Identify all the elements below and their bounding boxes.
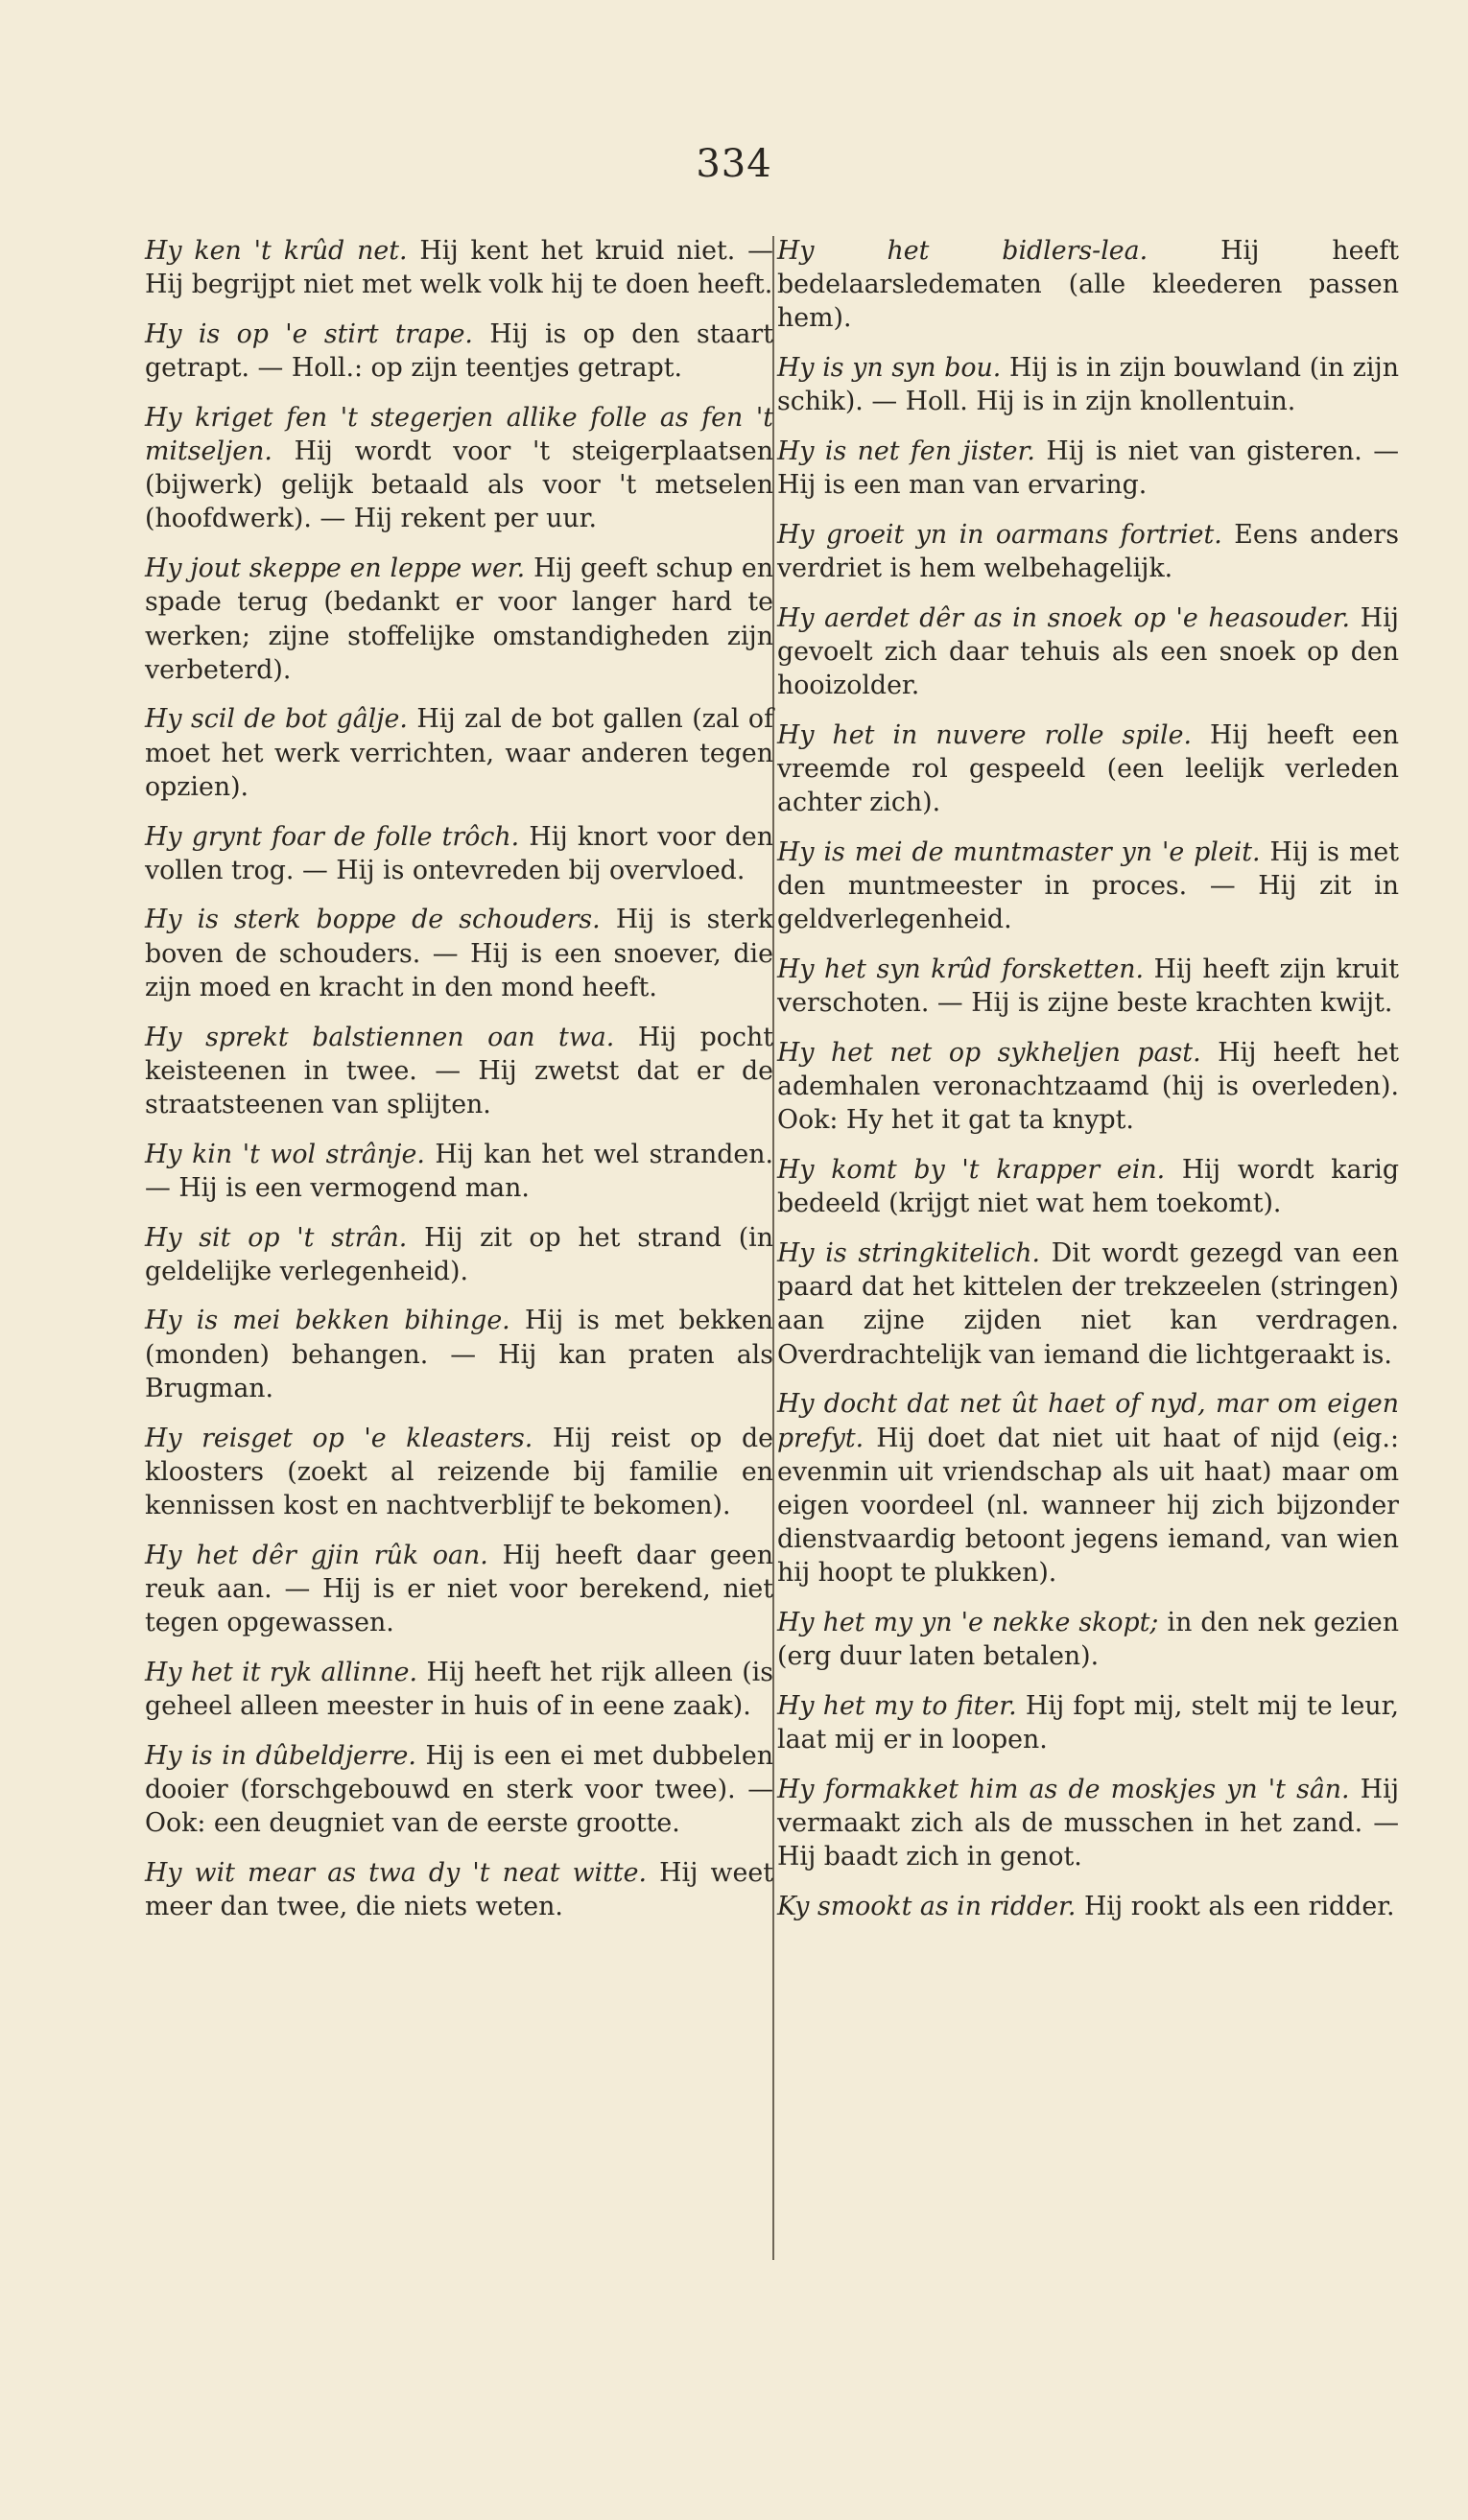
proverb-entry (777, 234, 1399, 336)
frisian-phrase: Hy het net op sykheljen past. (777, 1038, 1201, 1069)
proverb-entry (145, 1221, 773, 1288)
proverb-entry (777, 953, 1399, 1020)
proverb-entry (777, 718, 1399, 820)
dutch-explanation: Hij is in zijn bouwland (in zijn schik). — Holl. Hij is in zijn knollentuin. (777, 353, 1399, 417)
frisian-phrase: Hy aerdet dêr as in snoek op 'e heasouder. (777, 602, 1351, 633)
proverb-entry (145, 318, 773, 385)
proverb-entry (777, 1236, 1399, 1372)
frisian-phrase: Hy komt by 't krapper ein. (777, 1155, 1166, 1186)
proverb-entry (777, 518, 1399, 585)
left-column (145, 234, 773, 1940)
dutch-explanation: Hij pocht keisteenen in twee. — Hij zwetst dat er de straatsteenen van splijten. (145, 1022, 773, 1119)
dutch-explanation: Hij knort voor den vollen trog. — Hij is ontevreden bij overvloed. (145, 821, 773, 885)
frisian-phrase: Hy is op 'e stirt trape. (145, 318, 473, 349)
dutch-explanation: Hij gevoelt zich daar tehuis als een snoek op den hooizolder. (777, 602, 1399, 701)
dutch-explanation: Hij is op den staart getrapt. — Holl.: op zijn teentjes getrapt. (145, 318, 773, 384)
frisian-phrase: Hy sit op 't strân. (145, 1222, 408, 1253)
dutch-explanation: Hij geeft schup en spade terug (bedankt er voor langer hard te werken; zijne stoffelijke omstandigheden zijn verbeterd). (145, 553, 773, 685)
dutch-explanation: Hij wordt voor 't steigerplaatsen (bijwerk) gelijk betaald als voor 't metselen (hoofdwerk). — Hij rekent per uur. (145, 436, 773, 534)
frisian-phrase: Hy grynt foar de folle trôch. (145, 821, 520, 852)
dutch-explanation: Hij wordt karig bedeeld (krijgt niet wat hem toekomt). (777, 1155, 1399, 1219)
dutch-explanation: Hij heeft het rijk alleen (is geheel alleen meester in huis of in eene zaak). (145, 1657, 773, 1722)
frisian-phrase: Hy het my to fiter. (777, 1691, 1017, 1722)
frisian-phrase: Hy is mei bekken bihinge. (145, 1306, 510, 1336)
proverb-entry (145, 401, 773, 536)
frisian-phrase: Hy het my yn 'e nekke skopt; (777, 1608, 1159, 1638)
dutch-explanation: Hij zal de bot gallen (zal of moet het werk verrichten, waar anderen tegen opzien). (145, 704, 773, 802)
dutch-explanation: in den nek gezien (erg duur laten betalen). (777, 1608, 1399, 1672)
dutch-explanation: Hij heeft bedelaarsledematen (alle kleederen passen hem). (777, 236, 1399, 334)
proverb-entry (777, 435, 1399, 502)
frisian-phrase: Hy het in nuvere rolle spile. (777, 719, 1192, 750)
dutch-explanation: Hij is met den muntmeester in proces. — Hij zit in geldverlegenheid. (777, 837, 1399, 935)
frisian-phrase: Hy groeit yn in oarmans fortriet. (777, 519, 1222, 550)
proverb-entry (145, 552, 773, 687)
proverb-entry (145, 1739, 773, 1841)
frisian-phrase: Hy scil de bot gâlje. (145, 704, 408, 735)
proverb-entry (145, 234, 773, 301)
dutch-explanation: Hij heeft het ademhalen veronachtzaamd (hij is overleden). Ook: Hy het it gat ta knypt. (777, 1038, 1399, 1136)
frisian-phrase: Hy is mei de muntmaster yn 'e pleit. (777, 837, 1261, 868)
right-column (777, 234, 1399, 1940)
dutch-explanation: Dit wordt gezegd van een paard dat het kittelen der trekzeelen (stringen) aan zijne zijden niet kan verdragen. Overdrachtelijk van iemand die lichtgeraakt is. (777, 1238, 1399, 1370)
dutch-explanation: Hij weet meer dan twee, die niets weten. (145, 1857, 773, 1922)
dutch-explanation: Hij rookt als een ridder. (1083, 1892, 1395, 1922)
frisian-phrase: Hy wit mear as twa dy 't neat witte. (145, 1857, 648, 1888)
proverb-entry (145, 1656, 773, 1723)
proverb-entry (777, 1036, 1399, 1138)
dutch-explanation: Hij kan het wel stranden. — Hij is een vermogend man. (145, 1139, 773, 1203)
dutch-explanation: Eens anders verdriet is hem welbehagelijk. (777, 519, 1399, 584)
frisian-phrase: Hy is in dûbeldjerre. (145, 1740, 416, 1771)
proverb-entry (777, 1890, 1399, 1923)
proverb-entry (777, 836, 1399, 937)
proverb-entry (145, 1422, 773, 1523)
proverb-entry (777, 1387, 1399, 1590)
proverb-entry (145, 1021, 773, 1122)
frisian-phrase: Hy is yn syn bou. (777, 353, 1002, 384)
proverb-entry (777, 601, 1399, 703)
frisian-phrase: Hy is stringkitelich. (777, 1238, 1040, 1269)
dutch-explanation: Hij heeft zijn kruit verschoten. — Hij is zijne beste krachten kwijt. (777, 954, 1399, 1019)
frisian-phrase: Hy het it ryk allinne. (145, 1657, 418, 1687)
frisian-phrase: Hy formakket him as de moskjes yn 't sân. (777, 1774, 1350, 1804)
proverb-entry (145, 820, 773, 887)
proverb-entry (145, 1856, 773, 1923)
proverb-entry (145, 702, 773, 804)
dutch-explanation: Hij kent het kruid niet. — Hij begrijpt niet met welk volk hij te doen heeft. (145, 236, 773, 300)
frisian-phrase: Hy kin 't wol strânje. (145, 1139, 425, 1169)
frisian-phrase: Hy het syn krûd forsketten. (777, 954, 1145, 985)
frisian-phrase: Ky smookt as in ridder. (777, 1892, 1077, 1922)
proverb-entry (145, 1304, 773, 1405)
dutch-explanation: Hij is sterk boven de schouders. — Hij is een snoever, die zijn moed en kracht in den mond heeft. (145, 905, 773, 1002)
proverb-entry (777, 1773, 1399, 1874)
frisian-phrase: Hy is net fen jister. (777, 436, 1035, 467)
frisian-phrase: Hy het dêr gjin rûk oan. (145, 1540, 488, 1570)
proverb-entry (777, 1606, 1399, 1673)
dutch-explanation: Hij vermaakt zich als de musschen in het zand. — Hij baadt zich in genot. (777, 1774, 1399, 1872)
frisian-phrase: Hy reisget op 'e kleasters. (145, 1423, 533, 1453)
frisian-phrase: Hy kriget fen 't stegerjen allike folle as fen 't mitseljen. (145, 402, 773, 467)
dutch-explanation: Hij heeft een vreemde rol gespeeld (een leelijk verleden achter zich). (777, 719, 1399, 818)
frisian-phrase: Hy ken 't krûd net. (145, 236, 408, 266)
proverb-entry (777, 1689, 1399, 1756)
dutch-explanation: Hij fopt mij, stelt mij te leur, laat mij er in loopen. (777, 1691, 1399, 1755)
frisian-phrase: Hy sprekt balstiennen oan twa. (145, 1022, 615, 1052)
frisian-phrase: Hy het bidlers-lea. (777, 236, 1148, 266)
dutch-explanation: Hij zit op het strand (in geldelijke verlegenheid). (145, 1222, 773, 1286)
proverb-entry (145, 903, 773, 1004)
dutch-explanation: Hij doet dat niet uit haat of nijd (eig.: evenmin uit vriendschap als uit haat) maar om eigen voordeel (nl. wanneer hij zich bijzonder dienstvaardig betoont jegens iemand, van wien hij hoopt te plukken). (777, 1423, 1399, 1589)
dutch-explanation: Hij is niet van gisteren. — Hij is een man van ervaring. (777, 436, 1399, 501)
dutch-explanation: Hij is met bekken (monden) behangen. — Hij kan praten als Brugman. (145, 1306, 774, 1403)
proverb-entry (777, 1153, 1399, 1220)
frisian-phrase: Hy docht dat net ût haet of nyd, mar om eigen prefyt. (777, 1389, 1399, 1453)
dutch-explanation: Hij is een ei met dubbelen dooier (forschgebouwd en sterk voor twee). — Ook: een deugniet van de eerste grootte. (145, 1740, 773, 1839)
frisian-phrase: Hy is sterk boppe de schouders. (145, 905, 601, 935)
proverb-entry (145, 1138, 773, 1205)
proverb-entry (145, 1539, 773, 1640)
page-number: 334 (696, 142, 772, 186)
dutch-explanation: Hij reist op de kloosters (zoekt al reizende bij familie en kennissen kost en nachtverblijf te bekomen). (145, 1423, 774, 1520)
dutch-explanation: Hij heeft daar geen reuk aan. — Hij is er niet voor berekend, niet tegen opgewassen. (145, 1540, 773, 1638)
proverb-entry (777, 351, 1399, 418)
frisian-phrase: Hy jout skeppe en leppe wer. (145, 553, 526, 584)
